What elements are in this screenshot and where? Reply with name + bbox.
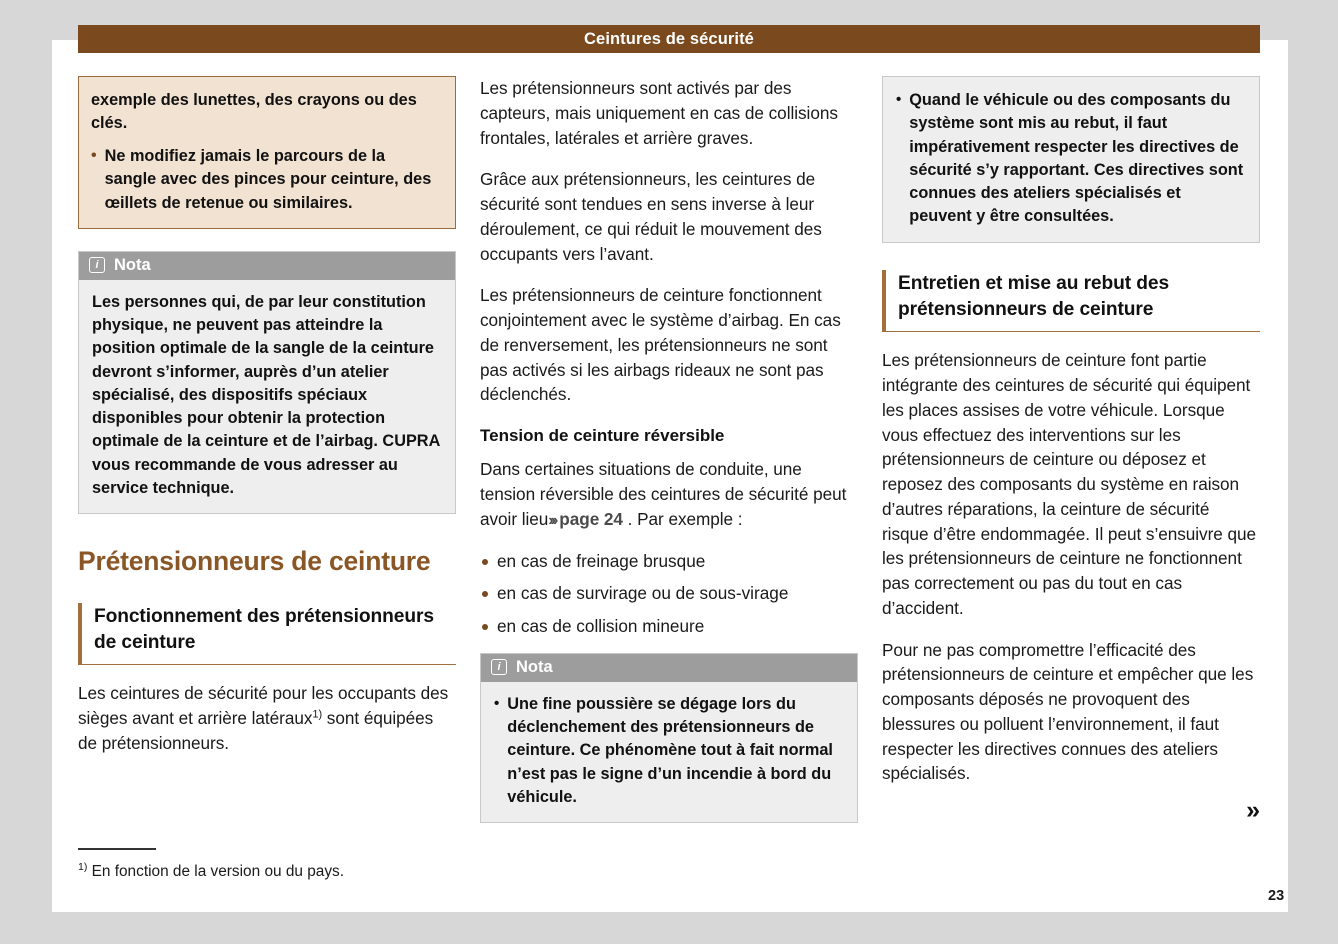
note-continuation-bullet-item xyxy=(896,89,1246,229)
page-number: 23 xyxy=(1268,888,1285,904)
continuation-arrow-icon: » xyxy=(1246,796,1260,824)
page-header-bar xyxy=(78,25,1260,53)
bullet-dot-icon: • xyxy=(494,694,500,712)
middle-minor-heading: Tension de ceinture réversible xyxy=(480,426,725,446)
bullet-dot-icon: • xyxy=(91,147,97,165)
bullet-dot-icon: • xyxy=(896,91,902,108)
left-paragraph-1-text: Les ceintures de sécurité pour les occupants des sièges avant et arrière latéraux xyxy=(78,683,449,729)
middle-column xyxy=(480,76,858,843)
section-heading-text: Entretien et mise au rebut des prétensionneurs de ceinture xyxy=(898,272,1170,320)
middle-paragraph-2: Grâce aux prétensionneurs, les ceintures de sécurité sont tendues en sens inverse à leur déroulement, ce qui réduit le mouvement des occupants vers l’avant. xyxy=(480,169,822,264)
right-paragraph-1: Les prétensionneurs de ceinture font partie intégrante des ceintures de sécurité qui équipent les places assises de votre véhicule. Lorsque vous effectuez des interventions sur les prétensionneurs de ceinture ou déposez et reposez des composants du système en raison d’autres réparations, la ceinture de sécurité risque d’être endommagée. Il peut s’ensuivre que les prétensionneurs de ceinture ne fonctionnent pas correctement ou pas du tout en cas d’accident. xyxy=(882,350,1257,618)
nota-box-title: Nota xyxy=(516,657,553,676)
footnote-content: En fonction de la version ou du pays. xyxy=(91,862,345,880)
warning-box xyxy=(78,76,456,229)
section-heading-block xyxy=(882,270,1260,332)
middle-paragraph-1: Les prétensionneurs sont activés par des capteurs, mais uniquement en cas de collisions frontales, latérales et arrière graves. xyxy=(480,78,838,148)
footnote-text xyxy=(78,861,478,882)
right-column xyxy=(882,76,1260,843)
warning-box-bullet-item xyxy=(91,145,441,214)
middle-paragraph-4-tail: . Par exemple : xyxy=(622,508,743,529)
middle-paragraph-3: Les prétensionneurs de ceinture fonctionnent conjointement avec le système d’airbag. En cas de renversement, les prétensionneurs ne sont pas activés si les airbags rideaux ne sont pas déclenchés. xyxy=(480,285,841,405)
left-paragraph-1-tail: sont équipées de prétensionneurs. xyxy=(78,708,434,753)
section-heading-block xyxy=(78,603,456,665)
nota-box-text: Une fine poussière se dégage lors du déclenchement des prétensionneurs de ceinture. Ce phénomène tout à fait normal n’est pas le signe d’un incendie à bord du véhicule. xyxy=(507,694,833,807)
nota-box-middle xyxy=(480,653,858,823)
footnote-marker: 1) xyxy=(78,860,88,873)
warning-box-paragraph: exemple des lunettes, des crayons ou des clés. xyxy=(91,91,417,133)
info-icon: i xyxy=(491,659,507,675)
page-header-title: Ceintures de sécurité xyxy=(584,29,754,48)
nota-box-body xyxy=(79,280,455,514)
left-paragraph-1 xyxy=(78,681,456,755)
footnote-reference: 1) xyxy=(312,708,323,721)
note-continuation-text: Quand le véhicule ou des composants du système sont mis au rebut, il faut impérativement respecter les directives de sécurité s’y rapportant. Ces directives sont connues des ateliers spécialisés et peuvent y être consultées. xyxy=(909,91,1244,226)
nota-box-header xyxy=(481,654,857,682)
footnote-rule xyxy=(78,848,156,850)
nota-box-bullet-item xyxy=(494,693,844,809)
middle-paragraph-4 xyxy=(480,457,858,532)
chevron-right-icon: ››› xyxy=(548,511,556,529)
list-item: en cas de survirage ou de sous-virage xyxy=(480,581,858,606)
nota-box-title: Nota xyxy=(114,255,151,274)
chapter-title: Prétensionneurs de ceinture xyxy=(78,546,431,577)
note-continuation-box xyxy=(882,76,1260,243)
nota-box-body xyxy=(481,682,857,822)
section-heading-text: Fonctionnement des prétensionneurs de ceinture xyxy=(94,605,434,653)
nota-box-left xyxy=(78,251,456,515)
info-icon: i xyxy=(89,257,105,273)
list-item: en cas de collision mineure xyxy=(480,614,858,639)
content-columns xyxy=(78,76,1260,843)
warning-box-bullet-text: Ne modifiez jamais le parcours de la sangle avec des pinces pour ceinture, des œillets de retenue ou similaires. xyxy=(104,147,432,212)
middle-bullet-list xyxy=(480,549,858,639)
cross-reference-label: page 24 xyxy=(559,508,623,529)
left-column xyxy=(78,76,456,843)
nota-box-text: Les personnes qui, de par leur constitution physique, ne peuvent pas atteindre la position optimale de la sangle de la ceinture devront s’informer, auprès d’un atelier spécialisé, des dispositifs spéciaux disponibles pour obtenir la protection optimale de la ceinture et de l’airbag. CUPRA vous recommande de vous adresser au service technique. xyxy=(92,292,440,498)
list-item: en cas de freinage brusque xyxy=(480,549,858,574)
middle-paragraph-4-text: Dans certaines situations de conduite, une tension réversible des ceintures de sécurité peut avoir lieu xyxy=(480,458,847,529)
cross-reference-link[interactable] xyxy=(548,509,623,529)
right-paragraph-2: Pour ne pas compromettre l’efficacité des prétensionneurs de ceinture et empêcher que les composants déposés ne provoquent des blessures ou polluent l’environnement, il faut respecter les directives connues des ateliers spécialisés. xyxy=(882,639,1254,784)
nota-box-header xyxy=(79,252,455,280)
footnote-block xyxy=(78,848,478,882)
